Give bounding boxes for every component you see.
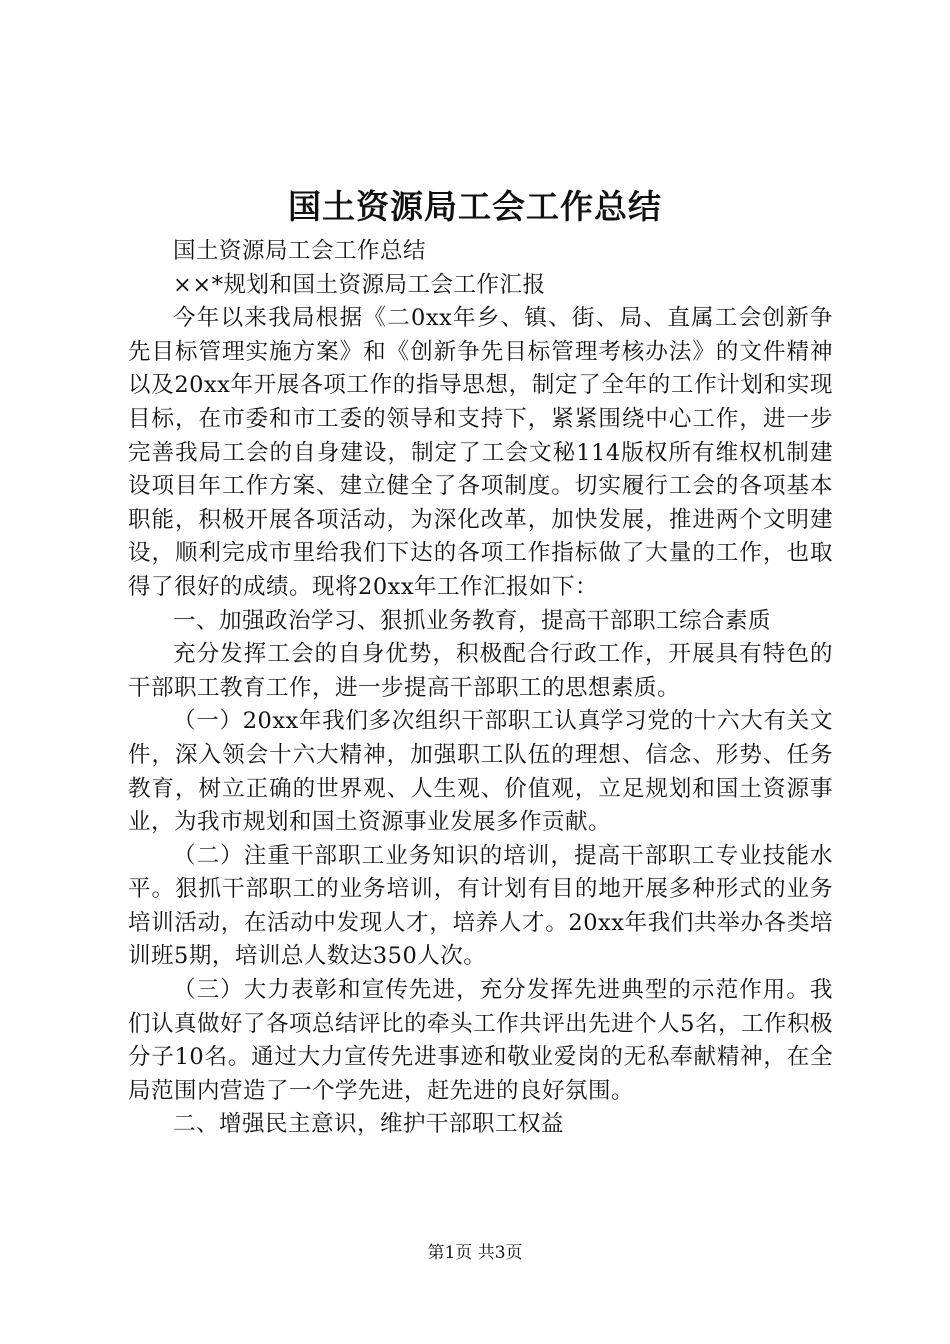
document-title: 国土资源局工会工作总结 xyxy=(288,187,662,226)
paragraph-item-one: （一）20xx年我们多次组织干部职工认真学习党的十六大有关文件，深入领会十六大精神，加强职工队伍的理想、信念、形势、任务教育，树立正确的世界观、人生观、价值观，立足规划和国土资源事业，为我市规划和国土资源事业发展多作贡献。 xyxy=(128,708,833,836)
paragraph-heading: 国土资源局工会工作总结 xyxy=(173,238,427,264)
section-heading-two: 二、增强民主意识，维护干部职工权益 xyxy=(173,1111,565,1138)
paragraph-intro: 今年以来我局根据《二0xx年乡、镇、街、局、直属工会创新争先目标管理实施方案》和《创新争先目标管理考核办法》的文件精神以及20xx年开展各项工作的指导思想，制定了全年的工作计划和实现目标，在市委和市工委的领导和支持下，紧紧围绕中心工作，进一步完善我局工会的自身建设，制定了工会文秘114版权所有维权机制建设项目年工作方案、建立健全了各项制度。切实履行工会的各项基本职能，积极开展各项活动，为深化改革，加快发展，推进两个文明建设，顺利完成市里给我们下达的各项工作指标做了大量的工作，也取得了很好的成绩。现将20xx年工作汇报如下： xyxy=(128,305,833,600)
section-heading-one: 一、加强政治学习、狠抓业务教育，提高干部职工综合素质 xyxy=(173,607,772,634)
document-body xyxy=(128,235,833,1142)
paragraph-item-three: （三）大力表彰和宣传先进，充分发挥先进典型的示范作用。我们认真做好了各项总结评比的牵头工作共评出先进个人5名，工作积极分子10名。通过大力宣传先进事迹和敬业爱岗的无私奉献精神，在全局范围内营造了一个学先进，赶先进的良好氛围。 xyxy=(128,977,833,1104)
paragraph-item-two: （二）注重干部职工业务知识的培训，提高干部职工专业技能水平。狠抓干部职工的业务培训，有计划有目的地开展多种形式的业务培训活动，在活动中发现人才，培养人才。20xx年我们共举办各类培训班5期，培训总人数达350人次。 xyxy=(128,842,833,970)
paragraph-subheading: ××*规划和国土资源局工会工作汇报 xyxy=(173,271,546,298)
page-footer: 第1页 共3页 xyxy=(427,1243,523,1263)
paragraph-section-one-intro: 充分发挥工会的自身优势，积极配合行政工作，开展具有特色的干部职工教育工作，进一步提高干部职工的思想素质。 xyxy=(128,641,833,701)
